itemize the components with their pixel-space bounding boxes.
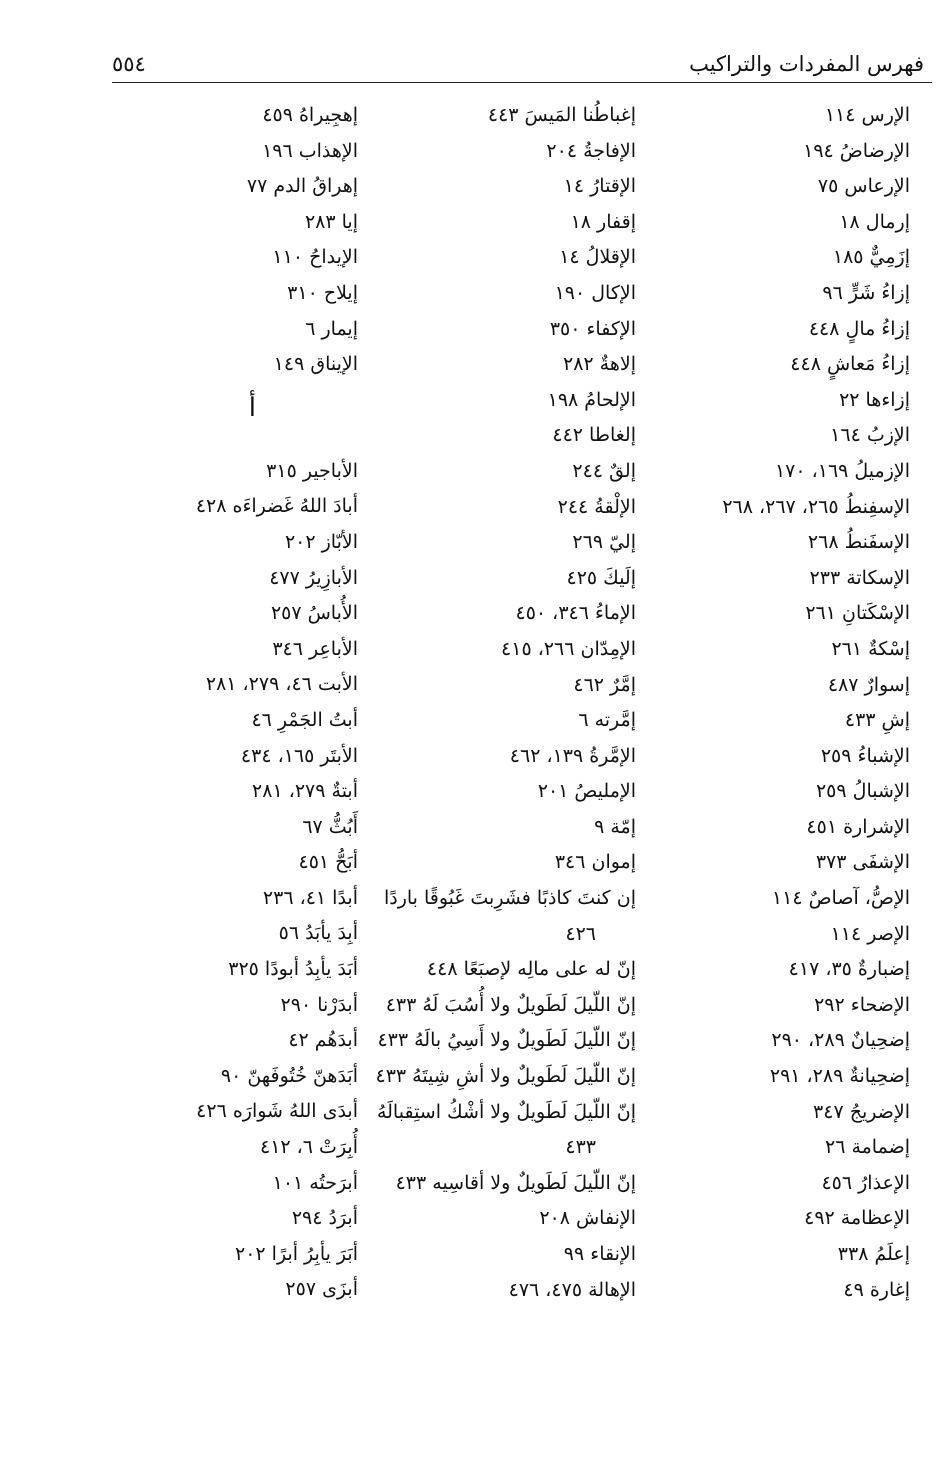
index-entry: أبدَهُم ٤٢ bbox=[288, 1029, 358, 1052]
index-entry: إهجِيراهُ ٤٥٩ bbox=[262, 104, 358, 126]
index-entry: إنّ اللّيلَ لَطَويلٌ ولا أشِ شِيتَهُ ٤٣٣ bbox=[375, 1065, 636, 1088]
index-entry: الإشفَى ٣٧٣ bbox=[815, 851, 910, 874]
index-entry: الإيناق ١٤٩ bbox=[273, 353, 358, 376]
index-entry: الأبت ٤٦، ٢٧٩، ٢٨١ bbox=[205, 673, 358, 696]
index-entry: الإصر ١١٤ bbox=[830, 922, 910, 945]
running-title: فهرس المفردات والتراكيب bbox=[689, 52, 924, 76]
index-entry: إرمال ١٨ bbox=[839, 210, 910, 233]
index-entry: إقفار ١٨ bbox=[570, 210, 636, 233]
index-entry: الإهالة ٤٧٥، ٤٧٦ bbox=[508, 1278, 636, 1301]
index-entry: إضمامة ٢٦ bbox=[824, 1136, 910, 1159]
index-entry: الإنقاء ٩٩ bbox=[563, 1243, 636, 1265]
index-entry: إيمار ٦ bbox=[305, 317, 358, 340]
index-entry: إنّ له على مالِه لإصبَعًا ٤٤٨ bbox=[426, 958, 636, 981]
index-entry: الإقتارُ ١٤ bbox=[563, 175, 636, 198]
section-letter-heading: أ bbox=[248, 392, 256, 423]
index-entry: إلقٌ ٢٤٤ bbox=[572, 459, 636, 482]
index-entry: الأباعِر ٣٤٦ bbox=[272, 637, 358, 660]
index-entry: إضبارةٌ ٣٥، ٤١٧ bbox=[788, 958, 910, 981]
index-entry: الإضحاء ٢٩٢ bbox=[814, 993, 910, 1016]
index-entry: الأبتَر ١٦٥، ٤٣٤ bbox=[240, 744, 358, 767]
index-entry: إزَمِيٌّ ١٨٥ bbox=[832, 246, 910, 269]
index-entry: أبرَحتُه ١٠١ bbox=[272, 1171, 358, 1194]
page-header bbox=[112, 50, 932, 83]
index-entry: أبَحُّ ٤٥١ bbox=[298, 851, 358, 874]
index-entry: إضحِيانٌ ٢٨٩، ٢٩٠ bbox=[771, 1029, 910, 1052]
index-entry: الإسفِنطُ ٢٦٥، ٢٦٧، ٢٦٨ bbox=[722, 495, 910, 518]
index-entry: ٤٢٦ bbox=[565, 922, 596, 945]
index-entry: إزاءها ٢٢ bbox=[839, 388, 910, 411]
index-entry: أبَدَهنّ خُتُوفَهنّ ٩٠ bbox=[220, 1064, 358, 1087]
index-entry: إلَيكَ ٤٢٥ bbox=[566, 566, 636, 589]
index-entry: الأبازِيرُ ٤٧٧ bbox=[269, 566, 358, 589]
index-entry: إضحِيانةٌ ٢٨٩، ٢٩١ bbox=[769, 1065, 910, 1088]
index-entry: الإشباءُ ٢٥٩ bbox=[820, 744, 910, 767]
index-entry: إموان ٣٤٦ bbox=[554, 851, 636, 874]
index-entry: الإمِدّان ٢٦٦، ٤١٥ bbox=[501, 637, 636, 660]
index-entry: الإشبالُ ٢٥٩ bbox=[815, 780, 910, 803]
index-columns bbox=[0, 98, 938, 1338]
index-entry: إغارة ٤٩ bbox=[843, 1278, 910, 1301]
index-column-left bbox=[28, 98, 358, 1308]
index-entry: أُبِرَتْ ٦، ٤١٢ bbox=[260, 1136, 358, 1159]
index-entry: إزاءُ مَعاشٍ ٤٤٨ bbox=[790, 353, 910, 376]
index-entry: الإقلالُ ١٤ bbox=[559, 246, 636, 269]
index-entry: أبتُ الجَمْرِ ٤٦ bbox=[251, 708, 358, 731]
index-entry: إيلاح ٣١٠ bbox=[287, 281, 358, 304]
index-entry: ٤٣٣ bbox=[565, 1136, 596, 1159]
index-entry: أبزَى ٢٥٧ bbox=[285, 1278, 358, 1301]
index-entry: الإرعاس ٧٥ bbox=[817, 175, 910, 198]
index-entry: إمَّرته ٦ bbox=[578, 709, 636, 732]
index-entry: الإسكاتة ٢٣٣ bbox=[809, 566, 910, 589]
index-entry: الإنفاش ٢٠٨ bbox=[539, 1207, 636, 1230]
index-entry: إيا ٢٨٣ bbox=[304, 210, 358, 233]
index-entry: الإرس ١١٤ bbox=[824, 104, 910, 126]
index-entry: أبادَ اللهُ غَضراءَه ٤٢٨ bbox=[195, 495, 358, 518]
index-entry: أبدًا ٤١، ٢٣٦ bbox=[262, 886, 358, 909]
index-entry: الإسْكَتانِ ٢٦١ bbox=[805, 602, 910, 625]
index-entry: الإلحامُ ١٩٨ bbox=[547, 388, 636, 411]
index-entry: الإمَّرةُ ١٣٩، ٤٦٢ bbox=[509, 744, 636, 767]
index-entry: إهراقُ الدم ٧٧ bbox=[246, 175, 358, 198]
index-entry: الأبّاز ٢٠٢ bbox=[284, 530, 358, 553]
index-entry: الإرضاضُ ١٩٤ bbox=[803, 139, 910, 162]
index-entry: إسْكةٌ ٢٦١ bbox=[831, 637, 910, 660]
index-entry: الإزميلُ ١٦٩، ١٧٠ bbox=[774, 459, 910, 482]
index-entry: الإضريجُ ٣٤٧ bbox=[813, 1100, 910, 1123]
index-entry: إشِ ٤٣٣ bbox=[844, 709, 910, 732]
index-entry: إنّ اللّيلَ لَطَويلٌ ولا أُسُبَ لَهُ ٤٣٣ bbox=[385, 993, 636, 1016]
index-entry: إن كنتَ كاذبًا فشَرِبتَ غَبُوقًا باردًا bbox=[383, 887, 636, 910]
index-entry: أبَدَ يأبِدُ أبودًا ٣٢٥ bbox=[228, 958, 358, 981]
index-entry: أبرَدُ ٢٩٤ bbox=[291, 1207, 358, 1230]
index-entry: الإهذاب ١٩٦ bbox=[262, 139, 358, 162]
index-entry: الإمليصُ ٢٠١ bbox=[537, 780, 636, 803]
index-entry: الإماءُ ٣٤٦، ٤٥٠ bbox=[515, 602, 636, 625]
index-entry: الإيداحُ ١١٠ bbox=[272, 246, 358, 269]
index-entry: إزاءُ مالٍ ٤٤٨ bbox=[808, 317, 910, 340]
index-entry: إنّ اللّيلَ لَطَويلٌ ولا أشْكُ استِقبالَهُ bbox=[376, 1100, 636, 1123]
index-entry: إسوارٌ ٤٨٧ bbox=[827, 673, 910, 696]
index-entry: الإشرارة ٤٥١ bbox=[806, 815, 910, 838]
index-entry: إمّة ٩ bbox=[594, 815, 636, 838]
index-entry: إنّ اللّيلَ لَطَويلٌ ولا أقاسِيه ٤٣٣ bbox=[395, 1171, 636, 1194]
index-column-right bbox=[610, 98, 910, 1308]
index-entry: الأُباسُ ٢٥٧ bbox=[270, 602, 358, 625]
index-entry: الأباجير ٣١٥ bbox=[266, 459, 358, 482]
index-entry: إلاهةٌ ٢٨٢ bbox=[563, 353, 636, 376]
index-entry: الإعظامة ٤٩٢ bbox=[804, 1207, 910, 1230]
index-entry: أبدَرْنا ٢٩٠ bbox=[280, 993, 358, 1016]
index-entry: إمَّرٌ ٤٦٢ bbox=[573, 673, 636, 696]
index-entry: الإسفَنطُ ٢٦٨ bbox=[807, 531, 910, 554]
page-number: ٥٥٤ bbox=[112, 52, 146, 76]
index-entry: إعلَمُ ٣٣٨ bbox=[837, 1243, 910, 1265]
index-entry: أبدَى اللهُ شَوارَه ٤٢٦ bbox=[196, 1100, 358, 1123]
index-entry: أبتةٌ ٢٧٩، ٢٨١ bbox=[252, 780, 358, 803]
index-entry: أبِدَ يأبَدُ ٥٦ bbox=[278, 922, 358, 945]
index-entry: الإلْقةُ ٢٤٤ bbox=[557, 495, 636, 518]
index-entry: الإفاجةُ ٢٠٤ bbox=[546, 139, 636, 162]
index-entry: الإعذارُ ٤٥٦ bbox=[821, 1171, 910, 1194]
index-entry: الإكفاء ٣٥٠ bbox=[549, 317, 636, 340]
index-entry: الإكال ١٩٠ bbox=[554, 281, 636, 304]
index-entry: أَبُثُّ ٦٧ bbox=[302, 815, 358, 838]
index-entry: أبَرَ يأبِرُ أبرًا ٢٠٢ bbox=[235, 1242, 358, 1265]
index-entry: إنّ اللّيلَ لَطَويلٌ ولا أَسِيُ بالَهُ ٤٣٣ bbox=[377, 1029, 636, 1052]
index-entry: إزاءُ شَرٍّ ٩٦ bbox=[822, 281, 910, 304]
index-entry: إليّ ٢٦٩ bbox=[572, 531, 636, 554]
index-entry: إغباطُنا المَيسَ ٤٤٣ bbox=[487, 104, 636, 126]
index-entry: الإصُّ، آصاصٌ ١١٤ bbox=[771, 887, 910, 910]
index-entry: إلغاطا ٤٤٢ bbox=[552, 424, 636, 447]
index-entry: الإزبُ ١٦٤ bbox=[830, 424, 910, 447]
